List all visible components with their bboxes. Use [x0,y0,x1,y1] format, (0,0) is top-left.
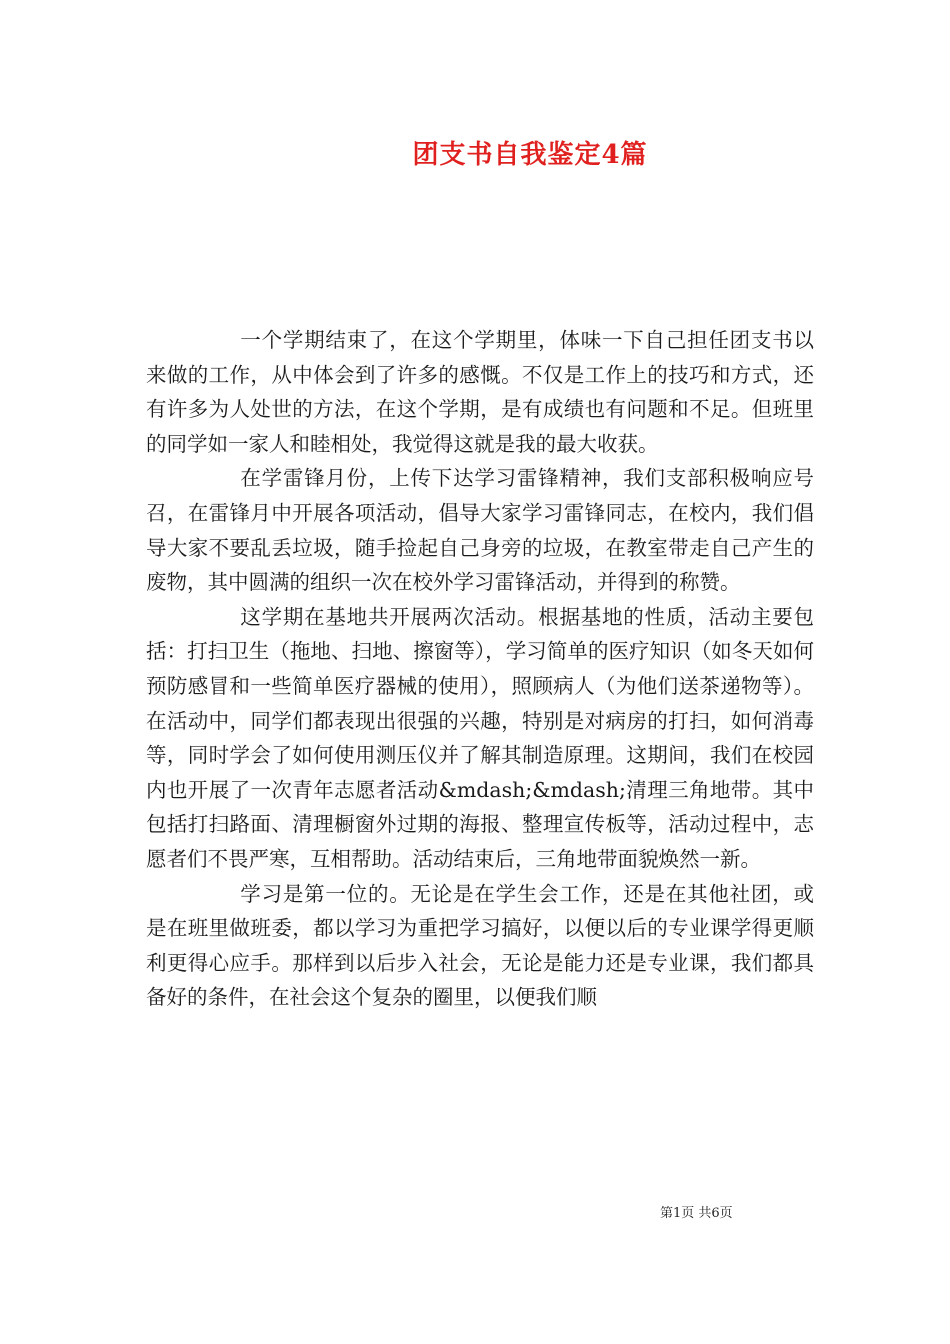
paragraph-1: 一个学期结束了，在这个学期里，体味一下自己担任团支书以来做的工作，从中体会到了许多的感慨。不仅是工作上的技巧和方式，还有许多为人处世的方法，在这个学期，是有成绩也有问题和不足。但班里的同学如一家人和睦相处，我觉得这就是我的最大收获。 [146,328,814,456]
paragraph-4: 学习是第一位的。无论是在学生会工作，还是在其他社团，或是在班里做班委，都以学习为重把学习搞好，以便以后的专业课学得更顺利更得心应手。那样到以后步入社会，无论是能力还是专业课，我们都具备好的条件，在社会这个复杂的圈里，以便我们顺 [146,881,814,1010]
document-title: 团支书自我鉴定4篇 [412,140,648,170]
paragraph-2: 在学雷锋月份，上传下达学习雷锋精神，我们支部积极响应号召，在雷锋月中开展各项活动，倡导大家学习雷锋同志，在校内，我们倡导大家不要乱丢垃圾，随手捡起自己身旁的垃圾，在教室带走自己产生的废物，其中圆满的组织一次在校外学习雷锋活动，并得到的称赞。 [146,466,814,595]
page-number: 第1页 共6页 [660,1206,733,1221]
paragraph-3: 这学期在基地共开展两次活动。根据基地的性质，活动主要包括：打扫卫生（拖地、扫地、擦窗等），学习简单的医疗知识（如冬天如何预防感冒和一些简单医疗器械的使用），照顾病人（为他们送茶递物等）。在活动中，同学们都表现出很强的兴趣，特别是对病房的打扫，如何消毒等，同时学会了如何使用测压仪并了解其制造原理。这期间，我们在校园内也开展了一次青年志愿者活动&mdash;&mdash;清理三角地带。其中包括打扫路面、清理橱窗外过期的海报、整理宣传板等，活动过程中，志愿者们不畏严寒，互相帮助。活动结束后，三角地带面貌焕然一新。 [146,604,814,871]
document-body [146,323,814,1015]
